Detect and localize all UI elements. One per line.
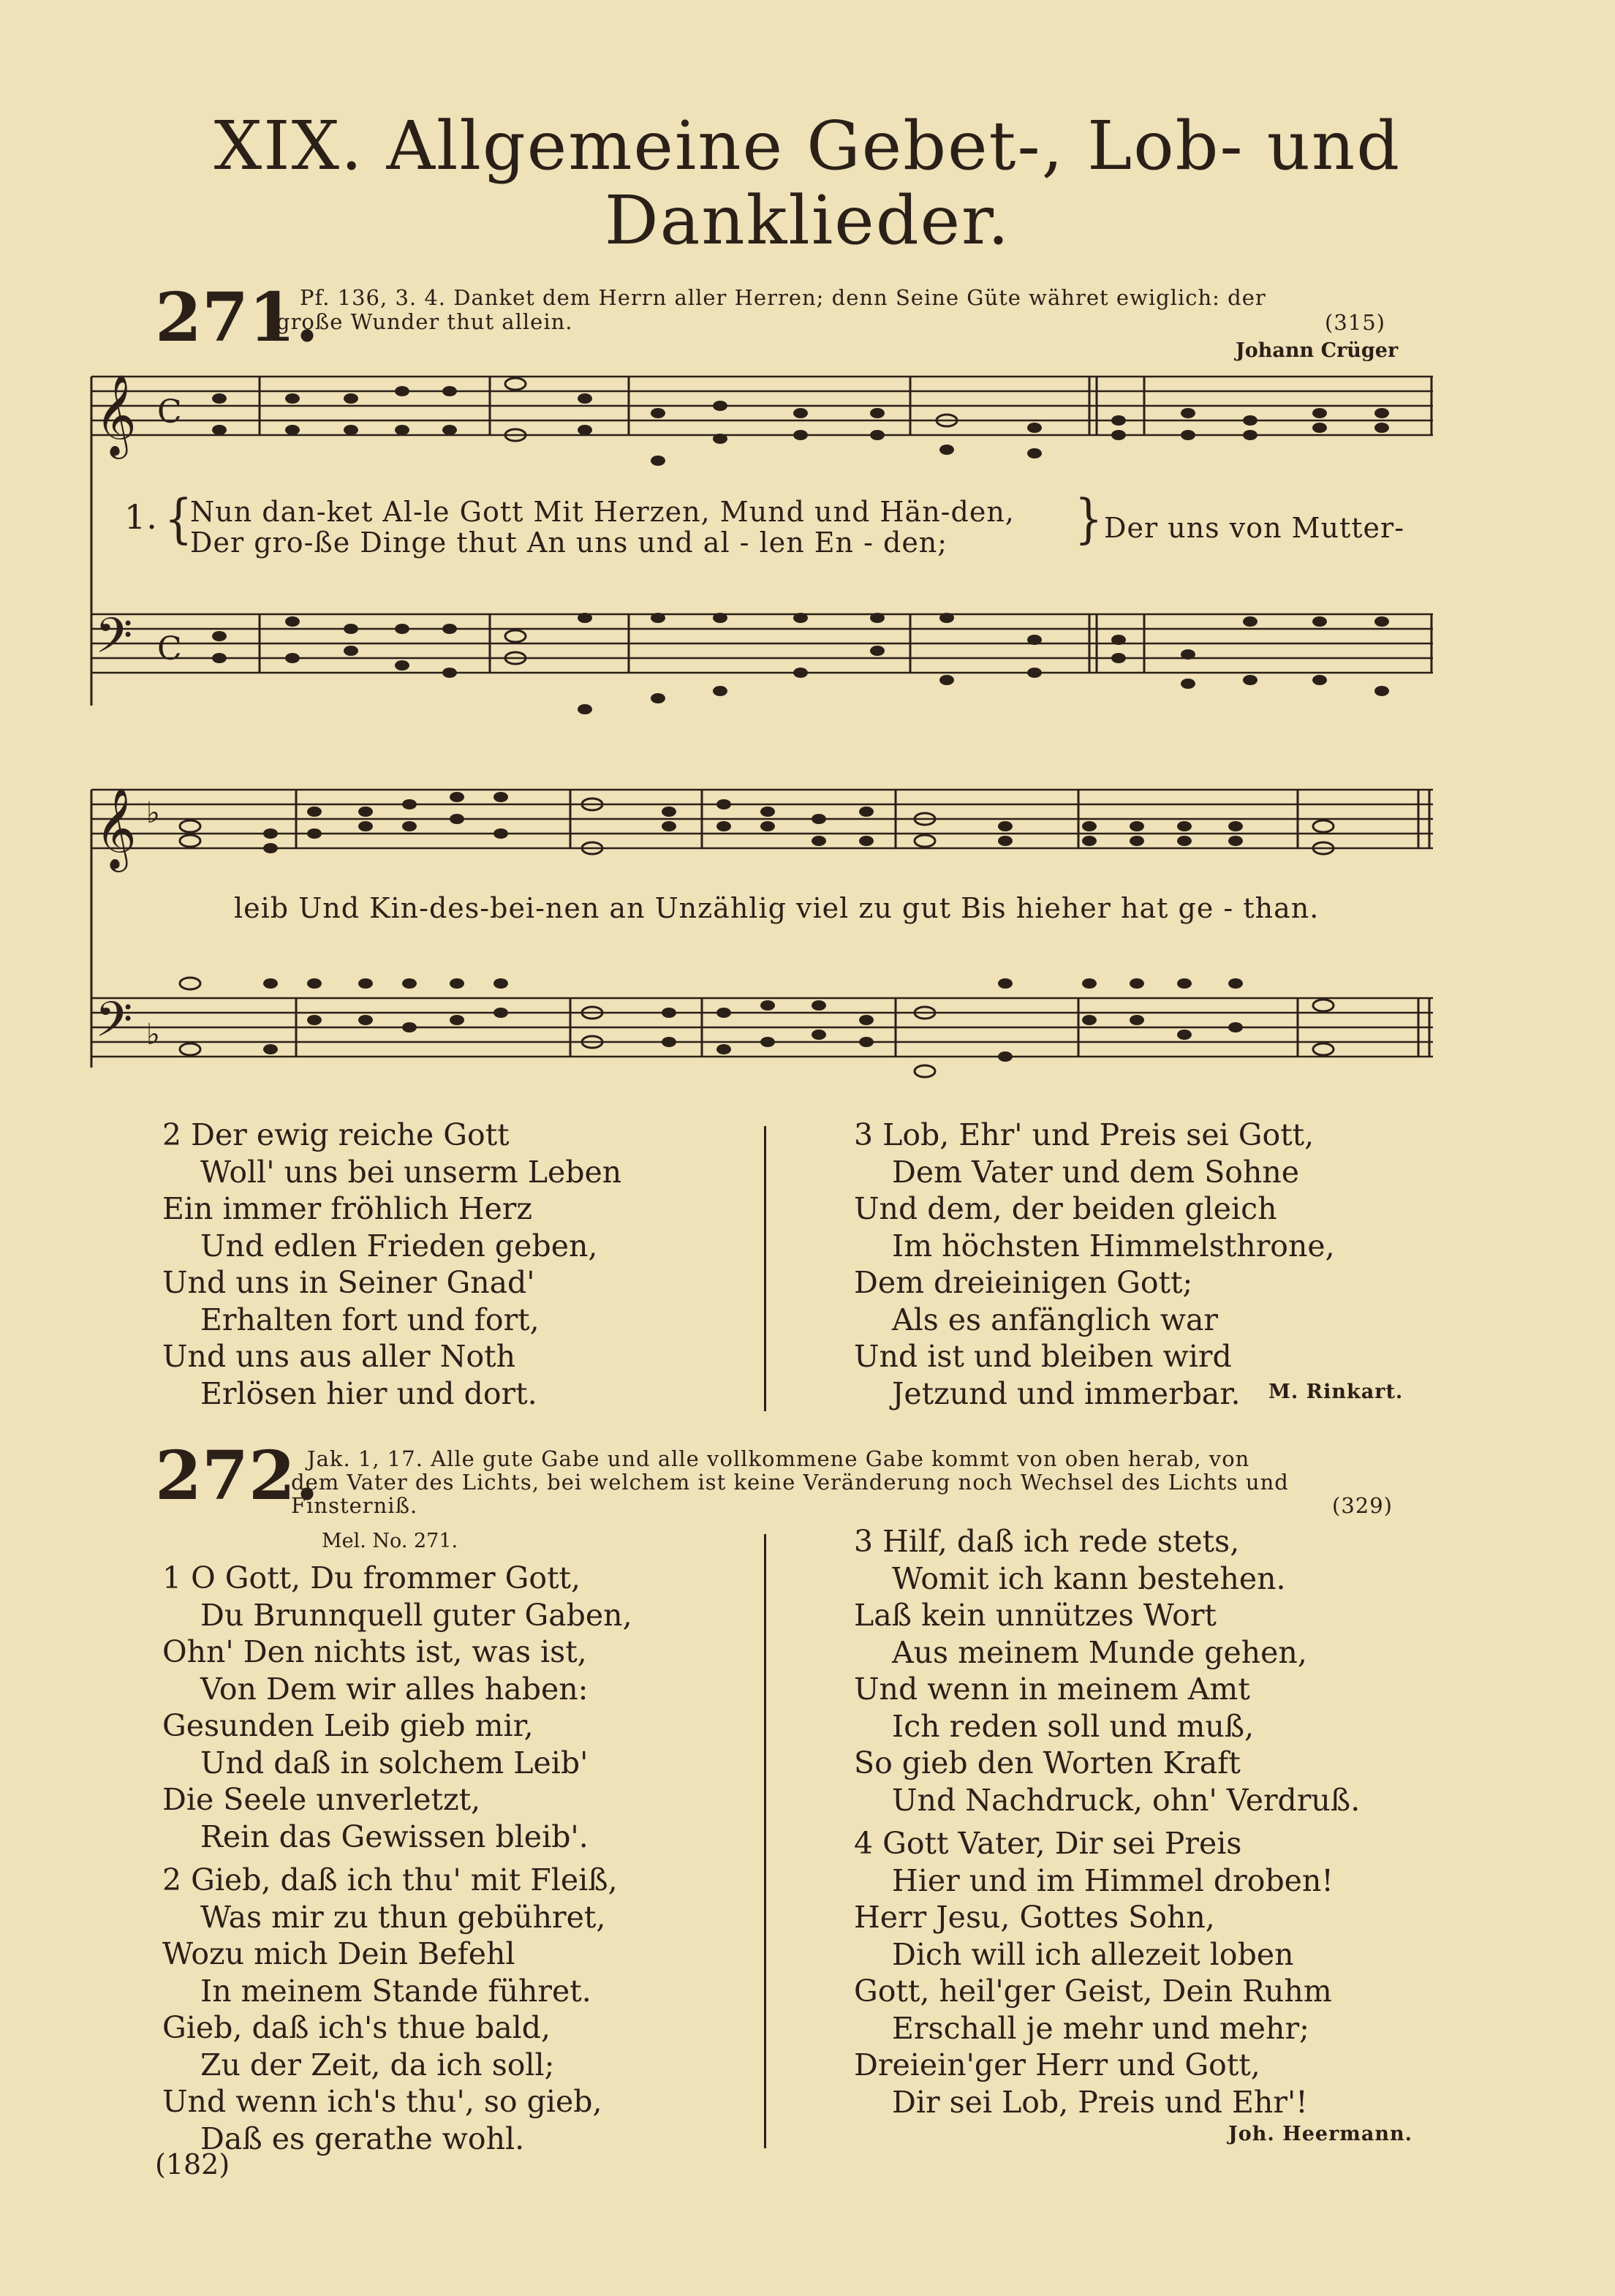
svg-text:𝄢: 𝄢 bbox=[95, 608, 133, 676]
hymn-271-number: 271. bbox=[155, 278, 319, 357]
hymn-272-number: 272. bbox=[155, 1436, 319, 1515]
hymn-272-reference-cont2: Finsterniß. bbox=[291, 1493, 418, 1518]
hymn-272-reference-cont: dem Vater des Lichts, bei welchem ist keine Veränderung noch Wechsel des Lichts und bbox=[291, 1470, 1289, 1495]
section-title-line2: Danklieder. bbox=[604, 181, 1011, 260]
hymn-271-author: M. Rinkart. bbox=[1268, 1381, 1404, 1403]
svg-text:𝄞: 𝄞 bbox=[95, 374, 137, 456]
hymn-271-reference: Pf. 136, 3. 4. Danket dem Herrn aller Herren; denn Seine Güte währet ewiglich: der bbox=[300, 285, 1266, 310]
svg-text:♭: ♭ bbox=[146, 796, 160, 830]
hymn-272-verse-2: 2 Gieb, daß ich thu' mit Fleiß, Was mir zu thun gebühret, Wozu mich Dein Befehl In meinem Stande führet. Gieb, daß ich's thue bald, Zu der Zeit, da ich soll; Und wenn ich's thu', so gieb, Daß es gerathe wohl. bbox=[162, 1862, 618, 2156]
hymn-271-ref-number: (315) bbox=[1325, 310, 1385, 335]
hymn-271-verse-2: 2 Der ewig reiche Gott Woll' uns bei unserm Leben Ein immer fröhlich Herz Und edlen Frieden geben, Und uns in Seiner Gnad' Erhalten fort und fort, Und uns aus aller Noth Erlösen hier und dort. bbox=[162, 1117, 622, 1411]
hymn-272-ref-number: (329) bbox=[1332, 1493, 1393, 1518]
hymn-271-lyrics-line1c: Der uns von Mutter- bbox=[1104, 512, 1405, 544]
hymn-271-lyrics-line1a: Nun dan-ket Al-le Gott Mit Herzen, Mund und Hän-den, bbox=[190, 496, 1015, 528]
hymn-272-verse-1: 1 O Gott, Du frommer Gott, Du Brunnquell guter Gaben, Ohn' Den nichts ist, was ist, Von Dem wir alles haben: Gesunden Leib gieb mir, Und daß in solchem Leib' Die Seele unverletzt, Rein das Gewissen bleib'. bbox=[162, 1560, 632, 1854]
hymn-271-reference-cont: große Wunder thut allein. bbox=[276, 309, 573, 334]
hymn-272-reference: Jak. 1, 17. Alle gute Gabe und alle vollkommene Gabe kommt von oben herab, von bbox=[307, 1446, 1250, 1471]
hymn-271-composer: Johann Crüger bbox=[1236, 339, 1399, 362]
svg-text:♭: ♭ bbox=[146, 1018, 160, 1051]
svg-text:C: C bbox=[157, 630, 182, 668]
page-number: (182) bbox=[155, 2148, 230, 2180]
hymn-271-lyrics-line1b: Der gro-ße Dinge thut An uns und al - len En - den; bbox=[190, 526, 948, 559]
verse-marker: 1. bbox=[124, 497, 158, 537]
hymn-271-lyrics-line2: leib Und Kin-des-bei-nen an Unzählig viel zu gut Bis hieher hat ge - than. bbox=[234, 892, 1320, 924]
brace-left: { bbox=[164, 488, 194, 550]
section-title-line1: XIX. Allgemeine Gebet-, Lob- und bbox=[213, 107, 1402, 185]
hymn-272-verse-4: 4 Gott Vater, Dir sei Preis Hier und im Himmel droben! Herr Jesu, Gottes Sohn, Dich will ich allezeit loben Gott, heil'ger Geist, Dein Ruhm Erschall je mehr und mehr; Dreiein'ger Herr und Gott, Dir sei Lob, Preis und Ehr'! bbox=[854, 1826, 1334, 2120]
svg-text:𝄢: 𝄢 bbox=[95, 992, 133, 1060]
brace-right: } bbox=[1075, 488, 1104, 550]
hymn-272-author: Joh. Heermann. bbox=[1228, 2123, 1413, 2145]
column-divider-272 bbox=[764, 1534, 766, 2148]
hymn-272-verse-3: 3 Hilf, daß ich rede stets, Womit ich kann bestehen. Laß kein unnützes Wort Aus meinem Munde gehen, Und wenn in meinem Amt Ich reden soll und muß, So gieb den Worten Kraft Und Nachdruck, ohn' Verdruß. bbox=[854, 1524, 1361, 1818]
svg-text:𝄞: 𝄞 bbox=[95, 787, 137, 869]
system2-treble-notes bbox=[180, 792, 1334, 854]
column-divider-271 bbox=[764, 1126, 766, 1411]
hymn-272-melody: Mel. No. 271. bbox=[322, 1530, 458, 1552]
svg-text:C: C bbox=[157, 393, 182, 431]
hymn-271-verse-3: 3 Lob, Ehr' und Preis sei Gott, Dem Vater und dem Sohne Und dem, der beiden gleich Im höchsten Himmelsthrone, Dem dreieinigen Gott; Als es anfänglich war Und ist und bleiben wird Jetzund und immerbar. bbox=[854, 1117, 1335, 1411]
